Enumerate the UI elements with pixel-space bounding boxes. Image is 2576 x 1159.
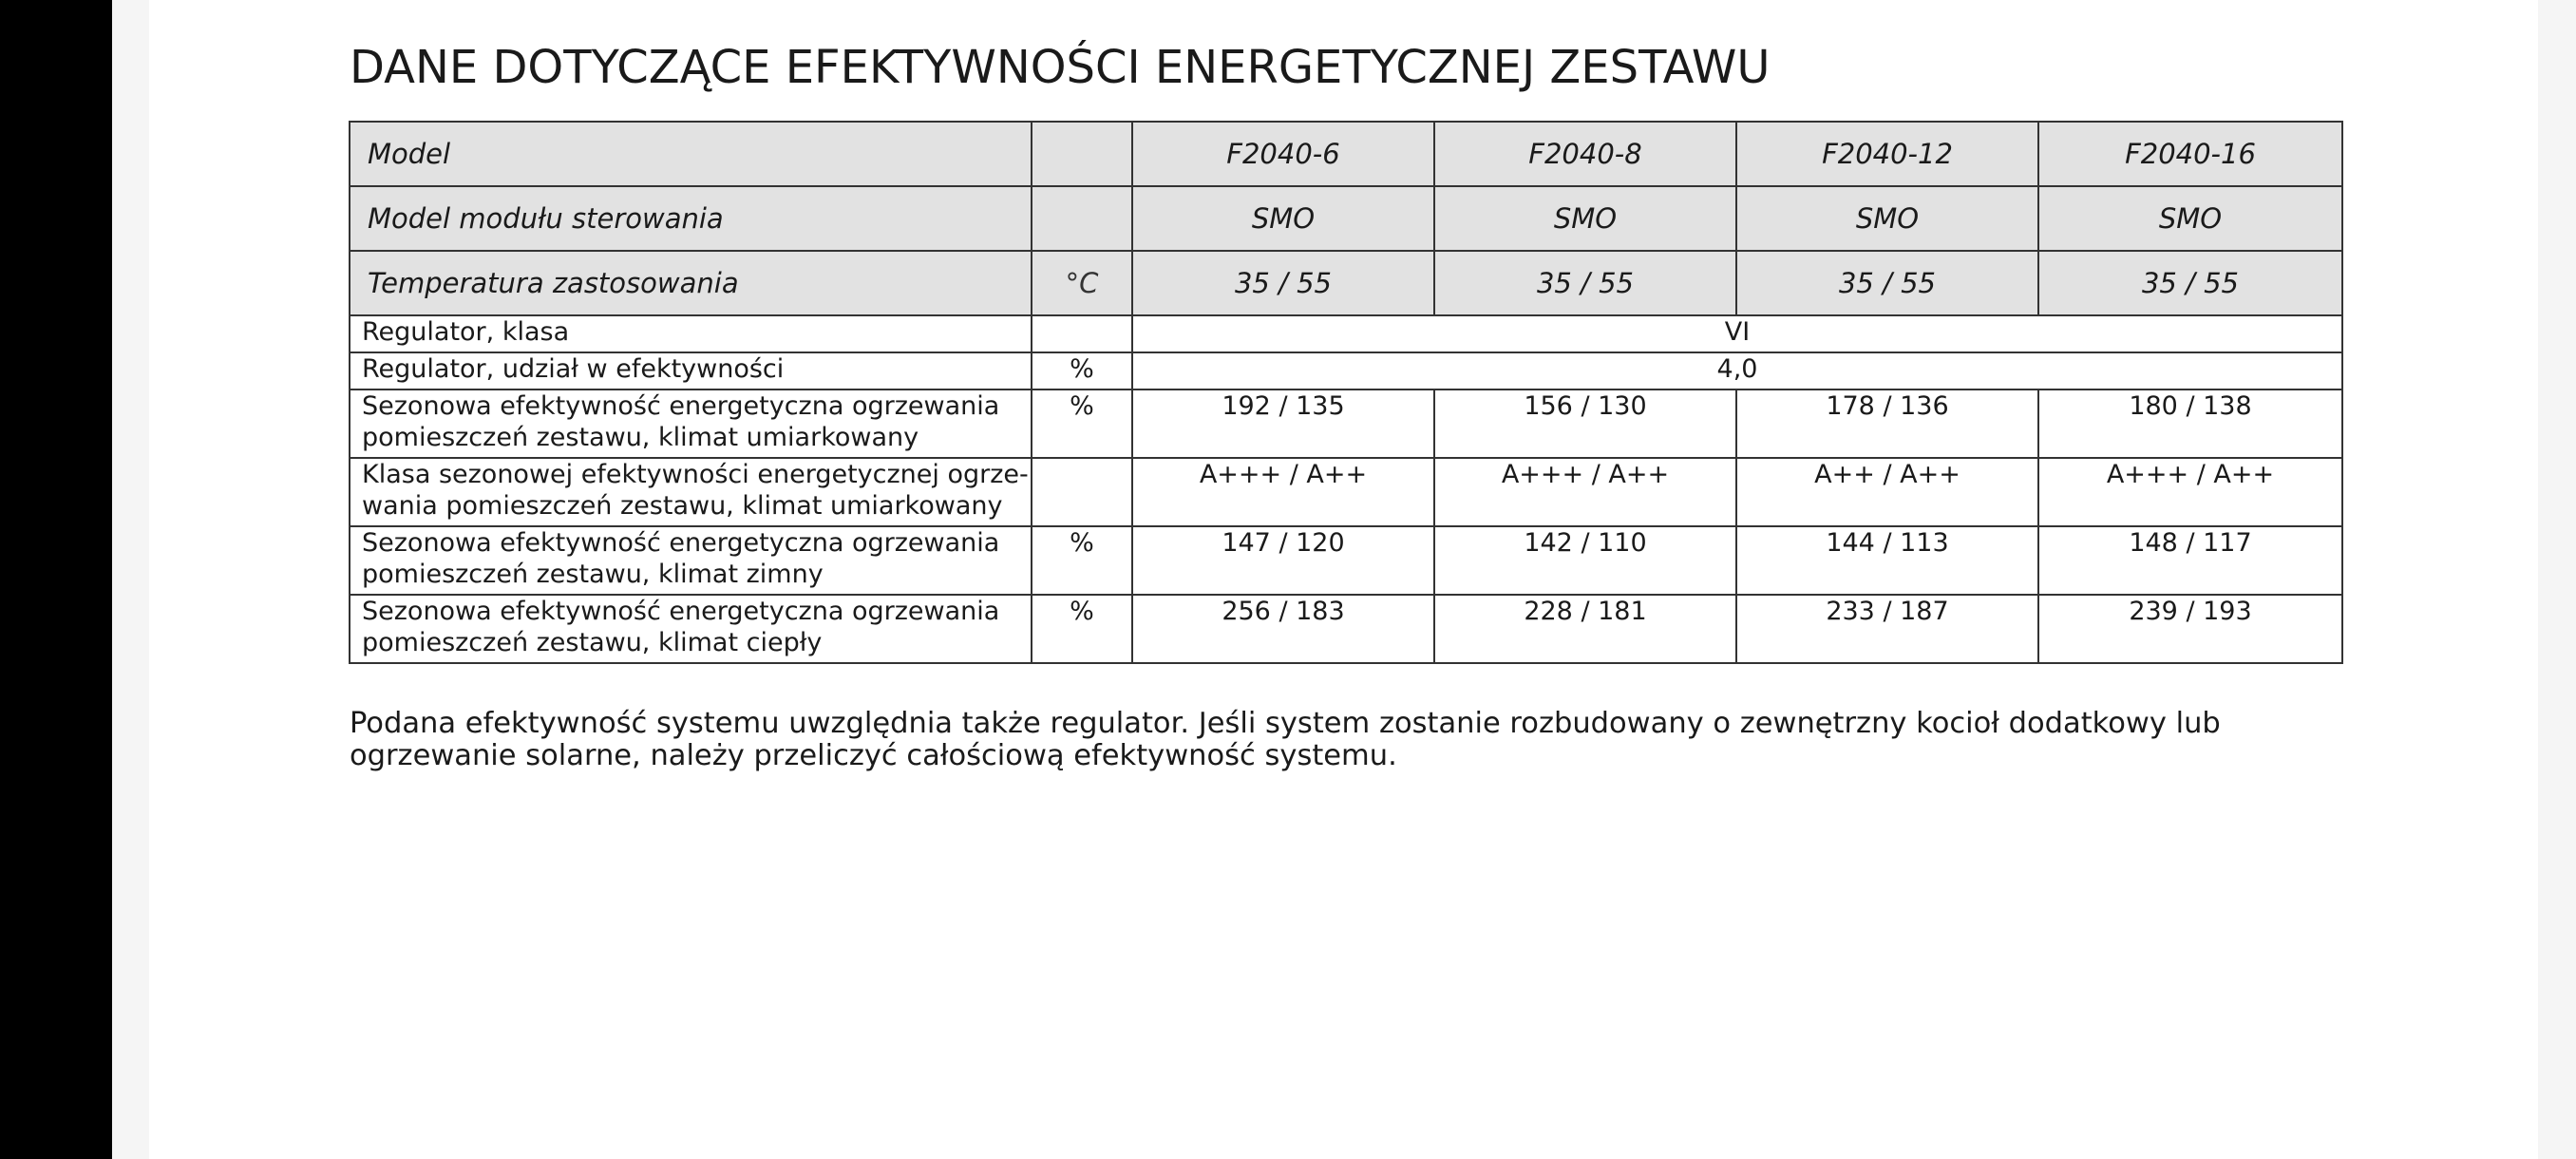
- row-unit: %: [1032, 526, 1132, 595]
- row-unit: [1032, 186, 1132, 251]
- table-cell: SMO: [2038, 186, 2342, 251]
- table-row-efficiency-warm: [350, 595, 2342, 663]
- table-row-model: [350, 122, 2342, 186]
- table-cell: A+++ / A++: [1132, 458, 1434, 526]
- row-unit: %: [1032, 390, 1132, 458]
- table-cell: 35 / 55: [1132, 251, 1434, 315]
- table-cell: 233 / 187: [1736, 595, 2038, 663]
- table-cell-span: VI: [1132, 315, 2342, 352]
- table-row-regulator-share: [350, 352, 2342, 390]
- row-label: Regulator, udział w efektywności: [350, 352, 1032, 390]
- row-unit: [1032, 315, 1132, 352]
- row-label: Regulator, klasa: [350, 315, 1032, 352]
- table-cell: 144 / 113: [1736, 526, 2038, 595]
- row-label: [350, 390, 1032, 458]
- table-cell: A++ / A++: [1736, 458, 2038, 526]
- table-cell: 228 / 181: [1434, 595, 1736, 663]
- row-label: Model: [350, 122, 1032, 186]
- table-cell: 239 / 193: [2038, 595, 2342, 663]
- row-label-line: Sezonowa efektywność energetyczna ogrzewania: [362, 391, 1000, 421]
- table-cell: SMO: [1736, 186, 2038, 251]
- table-row-control-module: [350, 186, 2342, 251]
- footnote-paragraph: Podana efektywność systemu uwzględnia także regulator. Jeśli system zostanie rozbudowany o zewnętrzny kocioł dodatkowy lub ogrzewanie solarne, należy przeliczyć całościową efektywność systemu.: [350, 707, 2221, 772]
- row-unit: %: [1032, 595, 1132, 663]
- table-row-efficiency-cold: [350, 526, 2342, 595]
- row-label: [350, 595, 1032, 663]
- left-dark-margin: [0, 0, 112, 1159]
- row-unit: [1032, 458, 1132, 526]
- row-label-line: pomieszczeń zestawu, klimat umiarkowany: [362, 423, 919, 452]
- row-label-line: pomieszczeń zestawu, klimat ciepły: [362, 628, 823, 657]
- efficiency-table: [349, 121, 2343, 664]
- row-label-line: Klasa sezonowej efektywności energetycznej ogrze-: [362, 460, 1029, 489]
- table-cell: 256 / 183: [1132, 595, 1434, 663]
- table-cell: A+++ / A++: [2038, 458, 2342, 526]
- table-cell: F2040-16: [2038, 122, 2342, 186]
- table-cell: 35 / 55: [2038, 251, 2342, 315]
- table-cell: 178 / 136: [1736, 390, 2038, 458]
- table-row-regulator-class: [350, 315, 2342, 352]
- row-unit: [1032, 122, 1132, 186]
- table-cell: 180 / 138: [2038, 390, 2342, 458]
- table-row-efficiency-class: [350, 458, 2342, 526]
- row-label-line: Sezonowa efektywność energetyczna ogrzewania: [362, 528, 1000, 558]
- table-cell: 142 / 110: [1434, 526, 1736, 595]
- table-cell: SMO: [1434, 186, 1736, 251]
- row-label: Temperatura zastosowania: [350, 251, 1032, 315]
- table-row-temperature: [350, 251, 2342, 315]
- row-unit: °C: [1032, 251, 1132, 315]
- table-cell: SMO: [1132, 186, 1434, 251]
- table-row-efficiency-moderate: [350, 390, 2342, 458]
- table-cell: A+++ / A++: [1434, 458, 1736, 526]
- page-title: DANE DOTYCZĄCE EFEKTYWNOŚCI ENERGETYCZNEJ ZESTAWU: [350, 41, 1771, 94]
- table-cell: 156 / 130: [1434, 390, 1736, 458]
- table-cell: 147 / 120: [1132, 526, 1434, 595]
- row-label: [350, 526, 1032, 595]
- row-label: [350, 458, 1032, 526]
- table-cell: F2040-6: [1132, 122, 1434, 186]
- table-cell: 148 / 117: [2038, 526, 2342, 595]
- row-label-line: pomieszczeń zestawu, klimat zimny: [362, 560, 824, 589]
- table-cell: 192 / 135: [1132, 390, 1434, 458]
- row-unit: %: [1032, 352, 1132, 390]
- row-label-line: wania pomieszczeń zestawu, klimat umiarkowany: [362, 491, 1003, 521]
- row-label-line: Sezonowa efektywność energetyczna ogrzewania: [362, 597, 1000, 626]
- table-cell-span: 4,0: [1132, 352, 2342, 390]
- table-cell: F2040-8: [1434, 122, 1736, 186]
- table-cell: F2040-12: [1736, 122, 2038, 186]
- row-label: Model modułu sterowania: [350, 186, 1032, 251]
- table-cell: 35 / 55: [1434, 251, 1736, 315]
- table-cell: 35 / 55: [1736, 251, 2038, 315]
